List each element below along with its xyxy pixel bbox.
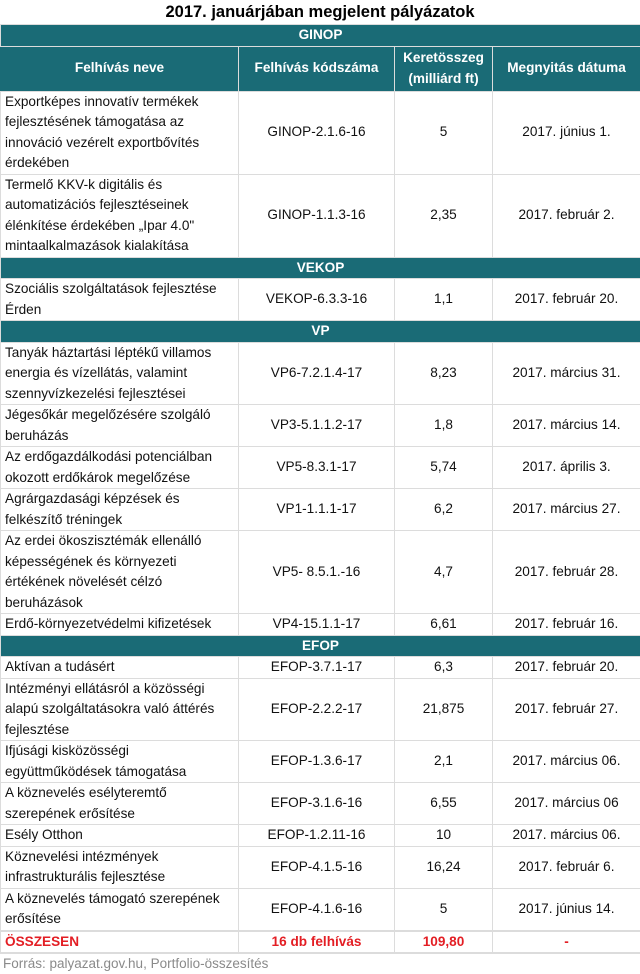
tender-amount: 1,8 [395,405,493,447]
tender-code: VP5- 8.5.1.-16 [239,531,395,614]
tender-code: EFOP-3.7.1-17 [239,657,395,679]
tender-amount: 6,2 [395,489,493,531]
tender-date: 2017. március 31. [493,342,640,405]
table-row [1,846,640,888]
table-row [1,489,640,531]
tender-name: Intézményi ellátásról a közösségi alapú szolgáltatásokra való áttérés fejlesztése [1,678,239,741]
tender-date: 2017. február 16. [493,614,640,636]
tender-amount: 8,23 [395,342,493,405]
tender-date: 2017. június 1. [493,91,640,174]
tender-code: EFOP-3.1.6-16 [239,783,395,825]
tender-amount: 5 [395,888,493,930]
table-row [1,888,640,930]
table-row [1,678,640,741]
total-amount: 109,80 [395,931,493,953]
tender-amount: 6,55 [395,783,493,825]
tender-name: Esély Otthon [1,825,239,847]
table-row [1,447,640,489]
tenders-table-body [1,25,640,931]
tender-amount: 6,3 [395,657,493,679]
tender-amount: 10 [395,825,493,847]
section-name: EFOP [1,635,640,657]
source-note: Forrás: palyazat.gov.hu, Portfolio-összesítés [0,953,640,974]
tender-date: 2017. március 06. [493,741,640,783]
tender-code: VP4-15.1.1-17 [239,614,395,636]
tender-date: 2017. március 06. [493,825,640,847]
tender-code: VP3-5.1.1.2-17 [239,405,395,447]
table-row [1,783,640,825]
column-header-amount-line2: (milliárd ft) [408,71,478,86]
tender-name: Tanyák háztartási léptékű villamos energia és vízellátás, valamint szennyvízkezelési fejlesztései [1,342,239,405]
tender-name: Agrárgazdasági képzések és felkészítő tréningek [1,489,239,531]
tender-code: GINOP-1.1.3-16 [239,174,395,257]
tender-date: 2017. április 3. [493,447,640,489]
tender-amount: 4,7 [395,531,493,614]
table-row [1,614,640,636]
tender-date: 2017. március 27. [493,489,640,531]
tender-name: Erdő-környezetvédelmi kifizetések [1,614,239,636]
total-table [0,931,640,954]
tender-date: 2017. február 28. [493,531,640,614]
tender-date: 2017. február 27. [493,678,640,741]
table-row [1,531,640,614]
tender-name: Termelő KKV-k digitális és automatizációs fejlesztéseinek élénkítése érdekében „Ipar 4.0" mintaalkalmazások kialakítása [1,174,239,257]
section-header-row [1,635,640,657]
tender-date: 2017. február 2. [493,174,640,257]
tender-code: VEKOP-6.3.3-16 [239,279,395,321]
tenders-table [0,24,640,931]
tender-name: Az erdei ökoszisztémák ellenálló képességének és környezeti értékének növelését célzó beruházások [1,531,239,614]
tender-name: A köznevelés támogató szerepének erősítése [1,888,239,930]
section-header-row [1,321,640,343]
tender-name: Jégesőkár megelőzésére szolgáló beruházás [1,405,239,447]
tender-date: 2017. február 20. [493,657,640,679]
tender-name: Szociális szolgáltatások fejlesztése Érden [1,279,239,321]
tender-name: A köznevelés esélyteremtő szerepének erősítése [1,783,239,825]
section-name: VEKOP [1,257,640,279]
tender-name: Az erdőgazdálkodási potenciálban okozott erdőkárok megelőzése [1,447,239,489]
tender-amount: 16,24 [395,846,493,888]
table-row [1,342,640,405]
total-count: 16 db felhívás [239,931,395,953]
tender-amount: 2,35 [395,174,493,257]
tender-amount: 6,61 [395,614,493,636]
section-name: VP [1,321,640,343]
tender-amount: 1,1 [395,279,493,321]
tender-code: EFOP-4.1.6-16 [239,888,395,930]
tender-name: Aktívan a tudásért [1,657,239,679]
column-header-amount [395,46,493,91]
tender-code: EFOP-1.2.11-16 [239,825,395,847]
tender-date: 2017. március 14. [493,405,640,447]
tender-code: VP1-1.1.1-17 [239,489,395,531]
tender-name: Exportképes innovatív termékek fejlesztésének támogatása az innováció vezérelt exportbővítés érdekében [1,91,239,174]
tender-code: VP6-7.2.1.4-17 [239,342,395,405]
tender-date: 2017. február 20. [493,279,640,321]
tender-code: EFOP-1.3.6-17 [239,741,395,783]
column-header-code: Felhívás kódszáma [239,46,395,91]
table-row [1,174,640,257]
tender-amount: 5 [395,91,493,174]
tender-date: 2017. június 14. [493,888,640,930]
tender-name: Ifjúsági kisközösségi együttműködések támogatása [1,741,239,783]
tender-date: 2017. február 6. [493,846,640,888]
table-row [1,91,640,174]
tender-amount: 2,1 [395,741,493,783]
tender-name: Köznevelési intézmények infrastrukturális fejlesztése [1,846,239,888]
total-date: - [493,931,640,953]
column-header-name: Felhívás neve [1,46,239,91]
tender-code: GINOP-2.1.6-16 [239,91,395,174]
tender-code: EFOP-2.2.2-17 [239,678,395,741]
tender-code: VP5-8.3.1-17 [239,447,395,489]
table-row [1,741,640,783]
tender-code: EFOP-4.1.5-16 [239,846,395,888]
tender-date: 2017. március 06 [493,783,640,825]
section-header-row [1,25,640,47]
table-row [1,825,640,847]
table-row [1,405,640,447]
column-header-date: Megnyitás dátuma [493,46,640,91]
tender-amount: 21,875 [395,678,493,741]
column-header-amount-line1: Keretösszeg [403,50,484,65]
column-header-row [1,46,640,91]
section-name: GINOP [1,25,640,47]
total-row [1,931,640,953]
table-row [1,657,640,679]
tender-amount: 5,74 [395,447,493,489]
table-row [1,279,640,321]
section-header-row [1,257,640,279]
total-label: ÖSSZESEN [1,931,239,953]
page-title: 2017. januárjában megjelent pályázatok [0,0,640,24]
